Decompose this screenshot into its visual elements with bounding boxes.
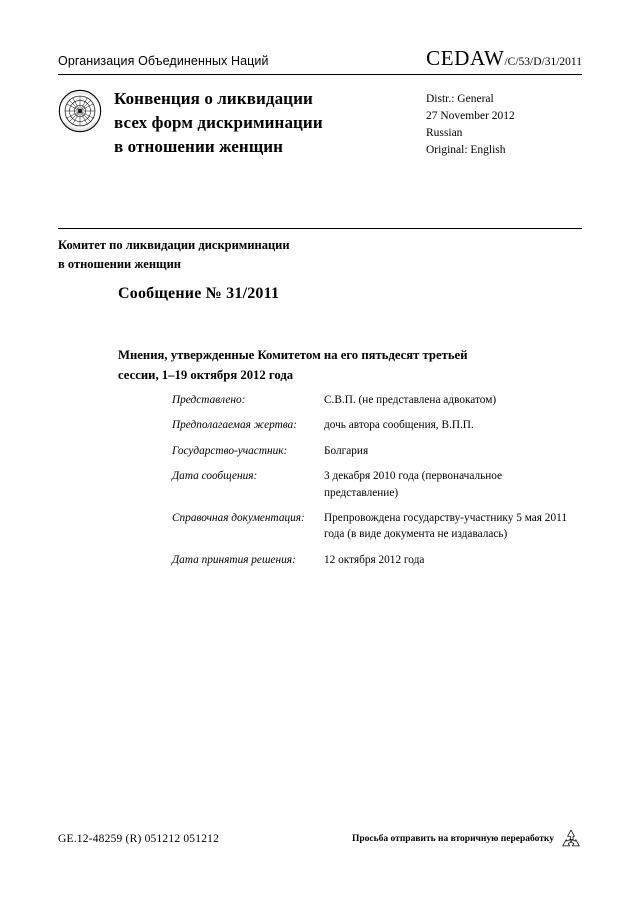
meta-label: Дата сообщения: (172, 470, 258, 483)
document-symbol-main: CEDAW (426, 46, 505, 70)
distribution-block (414, 85, 582, 159)
header-body (58, 85, 582, 159)
job-number: GE.12-48259 (R) 051212 051212 (58, 833, 220, 845)
distribution-date: 27 November 2012 (426, 110, 515, 123)
header-divider (58, 74, 582, 75)
table-row (172, 552, 572, 568)
recycle-icon (560, 828, 582, 850)
meta-value: 3 декабря 2010 года (первоначальное представление) (324, 470, 503, 499)
views-heading-line-1: Мнения, утвержденные Комитетом на его пятьдесят третьей (118, 348, 468, 362)
table-row (172, 392, 572, 408)
meta-label: Справочная документация: (172, 511, 305, 524)
distribution-type: Distr.: General (426, 93, 494, 105)
document-title (114, 85, 414, 159)
meta-label: Государство-участник: (172, 444, 288, 457)
header-top-row (58, 46, 582, 74)
table-row (172, 417, 572, 433)
organization-name: Организация Объединенных Наций (58, 54, 269, 68)
table-row (172, 468, 572, 501)
document-header (58, 46, 582, 159)
recycle-notice (352, 828, 582, 850)
communication-number: Сообщение № 31/2011 (118, 285, 280, 302)
doc-title-line-3: в отношении женщин (114, 137, 284, 157)
views-heading (118, 346, 538, 385)
section-divider (58, 228, 582, 229)
meta-value: С.В.П. (не представлена адвокатом) (324, 394, 497, 406)
committee-name-line-1: Комитет по ликвидации дискриминации (58, 238, 290, 252)
document-symbol-sub: /C/53/D/31/2011 (504, 56, 582, 68)
meta-label: Дата принятия решения: (172, 553, 296, 566)
committee-name-line-2: в отношении женщин (58, 256, 181, 271)
table-row (172, 510, 572, 543)
emblem-cell (58, 85, 114, 159)
meta-label: Представлено: (172, 394, 246, 406)
meta-label: Предполагаемая жертва: (172, 419, 297, 432)
document-language: Russian (426, 127, 463, 140)
case-metadata-table (172, 392, 572, 577)
doc-title-line-2: всех форм дискриминации (114, 113, 323, 133)
table-row (172, 443, 572, 459)
meta-value: Болгария (324, 444, 369, 457)
un-emblem-icon (58, 89, 102, 133)
doc-title-line-1: Конвенция о ликвидации (114, 89, 313, 108)
meta-value: 12 октября 2012 года (324, 553, 425, 566)
meta-value: дочь автора сообщения, В.П.П. (324, 419, 474, 432)
views-heading-line-2: сессии, 1–19 октября 2012 года (118, 367, 294, 382)
committee-name (58, 236, 488, 274)
document-footer (58, 828, 582, 850)
document-symbol (426, 46, 582, 71)
original-language: Original: English (426, 144, 506, 157)
meta-value: Препровождена государству-участнику 5 мая 2011 года (в виде документа не издавалась) (324, 511, 567, 541)
recycle-text: Просьба отправить на вторичную переработку (352, 834, 554, 844)
